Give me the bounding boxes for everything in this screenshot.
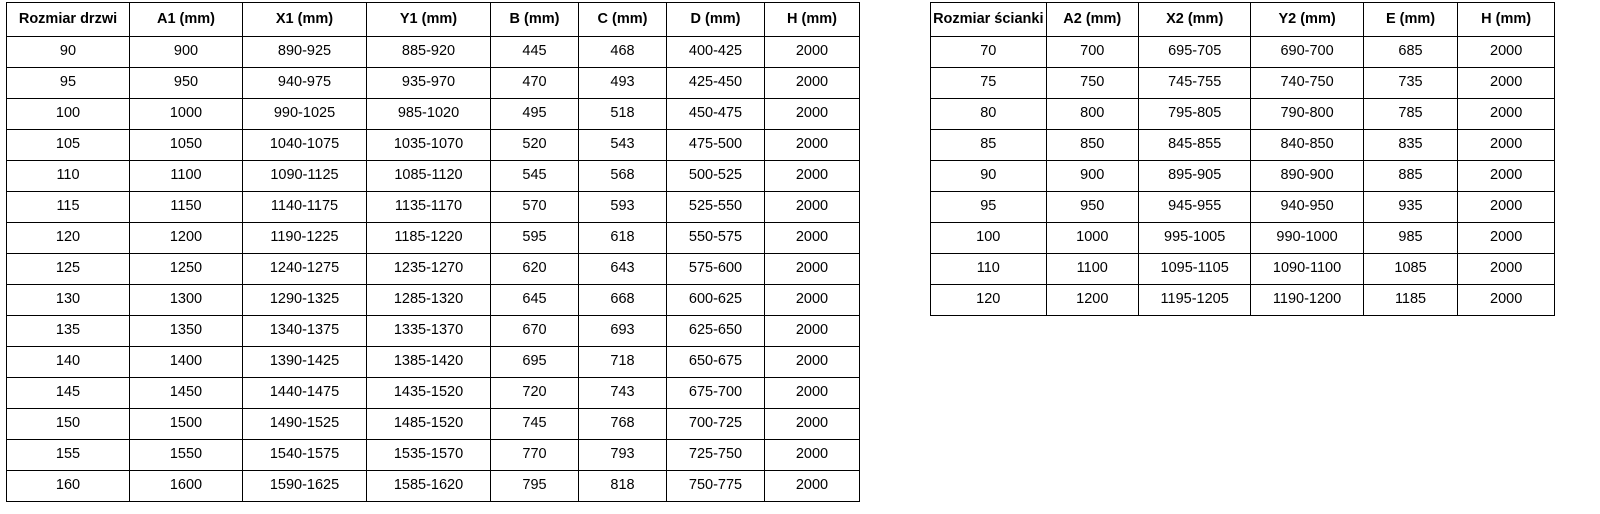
doors-cell: 2000: [765, 316, 860, 347]
doors-cell: 2000: [765, 378, 860, 409]
doors-cell: 890-925: [243, 37, 367, 68]
doors-cell: 595: [491, 223, 579, 254]
doors-cell: 743: [579, 378, 667, 409]
table-row: [931, 285, 1555, 316]
walls-cell: 1195-1205: [1138, 285, 1250, 316]
table-row: [931, 99, 1555, 130]
table-row: [7, 440, 860, 471]
walls-cell: 1200: [1046, 285, 1138, 316]
doors-cell: 90: [7, 37, 130, 68]
doors-dimensions-table: [6, 2, 860, 502]
doors-cell: 425-450: [667, 68, 765, 99]
walls-cell: 2000: [1458, 192, 1555, 223]
doors-table-body: [7, 37, 860, 502]
doors-column-header: X1 (mm): [243, 3, 367, 37]
doors-cell: 593: [579, 192, 667, 223]
doors-cell: 1250: [130, 254, 243, 285]
walls-column-header: X2 (mm): [1138, 3, 1250, 37]
doors-cell: 770: [491, 440, 579, 471]
doors-cell: 990-1025: [243, 99, 367, 130]
doors-cell: 900: [130, 37, 243, 68]
table-row: [7, 99, 860, 130]
doors-cell: 468: [579, 37, 667, 68]
table-row: [931, 254, 1555, 285]
doors-cell: 2000: [765, 440, 860, 471]
walls-cell: 2000: [1458, 68, 1555, 99]
table-row: [931, 223, 1555, 254]
doors-cell: 2000: [765, 99, 860, 130]
doors-cell: 600-625: [667, 285, 765, 316]
doors-cell: 1490-1525: [243, 409, 367, 440]
doors-table-container: [6, 2, 860, 502]
doors-column-header: H (mm): [765, 3, 860, 37]
doors-cell: 1585-1620: [367, 471, 491, 502]
doors-cell: 1350: [130, 316, 243, 347]
walls-cell: 835: [1363, 130, 1458, 161]
doors-cell: 475-500: [667, 130, 765, 161]
walls-cell: 2000: [1458, 37, 1555, 68]
walls-cell: 935: [1363, 192, 1458, 223]
doors-cell: 695: [491, 347, 579, 378]
walls-cell: 900: [1046, 161, 1138, 192]
walls-column-header: E (mm): [1363, 3, 1458, 37]
walls-cell: 1100: [1046, 254, 1138, 285]
table-row: [931, 130, 1555, 161]
doors-cell: 720: [491, 378, 579, 409]
walls-column-header: A2 (mm): [1046, 3, 1138, 37]
table-row: [7, 409, 860, 440]
walls-cell: 2000: [1458, 130, 1555, 161]
table-row: [7, 130, 860, 161]
walls-cell: 1095-1105: [1138, 254, 1250, 285]
walls-cell: 795-805: [1138, 99, 1250, 130]
doors-cell: 160: [7, 471, 130, 502]
doors-cell: 105: [7, 130, 130, 161]
doors-cell: 1435-1520: [367, 378, 491, 409]
doors-cell: 100: [7, 99, 130, 130]
table-row: [931, 37, 1555, 68]
walls-cell: 790-800: [1251, 99, 1363, 130]
doors-cell: 150: [7, 409, 130, 440]
doors-cell: 1200: [130, 223, 243, 254]
walls-cell: 885: [1363, 161, 1458, 192]
doors-cell: 155: [7, 440, 130, 471]
walls-cell: 100: [931, 223, 1047, 254]
doors-cell: 950: [130, 68, 243, 99]
doors-cell: 543: [579, 130, 667, 161]
doors-cell: 1085-1120: [367, 161, 491, 192]
table-header-row: [931, 3, 1555, 37]
doors-cell: 645: [491, 285, 579, 316]
doors-cell: 1290-1325: [243, 285, 367, 316]
doors-cell: 818: [579, 471, 667, 502]
doors-cell: 1390-1425: [243, 347, 367, 378]
doors-cell: 2000: [765, 254, 860, 285]
walls-cell: 2000: [1458, 161, 1555, 192]
doors-cell: 725-750: [667, 440, 765, 471]
walls-cell: 90: [931, 161, 1047, 192]
table-row: [931, 192, 1555, 223]
walls-cell: 120: [931, 285, 1047, 316]
doors-cell: 2000: [765, 285, 860, 316]
doors-cell: 2000: [765, 347, 860, 378]
doors-cell: 675-700: [667, 378, 765, 409]
doors-cell: 115: [7, 192, 130, 223]
doors-cell: 985-1020: [367, 99, 491, 130]
doors-cell: 1185-1220: [367, 223, 491, 254]
walls-cell: 690-700: [1251, 37, 1363, 68]
walls-table-container: [930, 2, 1555, 316]
doors-cell: 2000: [765, 68, 860, 99]
doors-cell: 470: [491, 68, 579, 99]
walls-cell: 1000: [1046, 223, 1138, 254]
doors-cell: 518: [579, 99, 667, 130]
doors-cell: 1150: [130, 192, 243, 223]
doors-cell: 1550: [130, 440, 243, 471]
table-row: [7, 68, 860, 99]
doors-cell: 1240-1275: [243, 254, 367, 285]
doors-cell: 1000: [130, 99, 243, 130]
table-row: [7, 37, 860, 68]
doors-cell: 1235-1270: [367, 254, 491, 285]
doors-cell: 1285-1320: [367, 285, 491, 316]
table-row: [931, 68, 1555, 99]
walls-cell: 75: [931, 68, 1047, 99]
walls-cell: 950: [1046, 192, 1138, 223]
doors-cell: 545: [491, 161, 579, 192]
doors-cell: 940-975: [243, 68, 367, 99]
walls-table-header: [931, 3, 1555, 37]
walls-cell: 80: [931, 99, 1047, 130]
doors-column-header: D (mm): [667, 3, 765, 37]
doors-cell: 2000: [765, 223, 860, 254]
doors-cell: 493: [579, 68, 667, 99]
walls-cell: 85: [931, 130, 1047, 161]
walls-cell: 95: [931, 192, 1047, 223]
doors-cell: 750-775: [667, 471, 765, 502]
doors-cell: 650-675: [667, 347, 765, 378]
doors-cell: 618: [579, 223, 667, 254]
doors-cell: 768: [579, 409, 667, 440]
doors-cell: 2000: [765, 130, 860, 161]
doors-cell: 795: [491, 471, 579, 502]
walls-cell: 110: [931, 254, 1047, 285]
doors-column-header: Rozmiar drzwi: [7, 3, 130, 37]
doors-cell: 718: [579, 347, 667, 378]
doors-cell: 575-600: [667, 254, 765, 285]
walls-cell: 995-1005: [1138, 223, 1250, 254]
doors-cell: 145: [7, 378, 130, 409]
doors-cell: 700-725: [667, 409, 765, 440]
table-row: [7, 347, 860, 378]
doors-cell: 1500: [130, 409, 243, 440]
doors-cell: 125: [7, 254, 130, 285]
doors-cell: 95: [7, 68, 130, 99]
doors-cell: 520: [491, 130, 579, 161]
walls-cell: 945-955: [1138, 192, 1250, 223]
doors-cell: 620: [491, 254, 579, 285]
walls-cell: 70: [931, 37, 1047, 68]
walls-cell: 685: [1363, 37, 1458, 68]
table-header-row: [7, 3, 860, 37]
table-row: [7, 223, 860, 254]
walls-cell: 940-950: [1251, 192, 1363, 223]
doors-cell: 2000: [765, 471, 860, 502]
table-row: [7, 161, 860, 192]
table-row: [7, 316, 860, 347]
doors-cell: 450-475: [667, 99, 765, 130]
table-row: [7, 192, 860, 223]
doors-cell: 745: [491, 409, 579, 440]
doors-cell: 550-575: [667, 223, 765, 254]
walls-cell: 785: [1363, 99, 1458, 130]
doors-cell: 643: [579, 254, 667, 285]
walls-cell: 1185: [1363, 285, 1458, 316]
walls-cell: 695-705: [1138, 37, 1250, 68]
doors-cell: 1450: [130, 378, 243, 409]
doors-cell: 1385-1420: [367, 347, 491, 378]
doors-cell: 130: [7, 285, 130, 316]
doors-cell: 1300: [130, 285, 243, 316]
doors-cell: 1440-1475: [243, 378, 367, 409]
doors-cell: 2000: [765, 37, 860, 68]
walls-dimensions-table: [930, 2, 1555, 316]
doors-cell: 1335-1370: [367, 316, 491, 347]
walls-cell: 740-750: [1251, 68, 1363, 99]
doors-cell: 525-550: [667, 192, 765, 223]
doors-column-header: A1 (mm): [130, 3, 243, 37]
walls-cell: 840-850: [1251, 130, 1363, 161]
doors-cell: 495: [491, 99, 579, 130]
doors-cell: 2000: [765, 409, 860, 440]
doors-cell: 670: [491, 316, 579, 347]
walls-cell: 2000: [1458, 99, 1555, 130]
doors-cell: 1400: [130, 347, 243, 378]
walls-cell: 745-755: [1138, 68, 1250, 99]
doors-cell: 500-525: [667, 161, 765, 192]
doors-cell: 1485-1520: [367, 409, 491, 440]
doors-cell: 568: [579, 161, 667, 192]
doors-cell: 1540-1575: [243, 440, 367, 471]
doors-column-header: B (mm): [491, 3, 579, 37]
walls-cell: 850: [1046, 130, 1138, 161]
doors-cell: 935-970: [367, 68, 491, 99]
doors-cell: 1535-1570: [367, 440, 491, 471]
doors-cell: 1190-1225: [243, 223, 367, 254]
walls-cell: 2000: [1458, 254, 1555, 285]
doors-cell: 120: [7, 223, 130, 254]
walls-cell: 890-900: [1251, 161, 1363, 192]
table-row: [7, 285, 860, 316]
doors-cell: 110: [7, 161, 130, 192]
walls-table-body: [931, 37, 1555, 316]
walls-cell: 2000: [1458, 223, 1555, 254]
doors-cell: 1140-1175: [243, 192, 367, 223]
walls-cell: 800: [1046, 99, 1138, 130]
walls-cell: 750: [1046, 68, 1138, 99]
doors-cell: 400-425: [667, 37, 765, 68]
table-row: [7, 471, 860, 502]
doors-cell: 885-920: [367, 37, 491, 68]
doors-cell: 135: [7, 316, 130, 347]
doors-cell: 140: [7, 347, 130, 378]
walls-cell: 895-905: [1138, 161, 1250, 192]
walls-cell: 985: [1363, 223, 1458, 254]
doors-cell: 1050: [130, 130, 243, 161]
doors-cell: 1135-1170: [367, 192, 491, 223]
walls-cell: 990-1000: [1251, 223, 1363, 254]
walls-column-header: Y2 (mm): [1251, 3, 1363, 37]
doors-cell: 1590-1625: [243, 471, 367, 502]
walls-cell: 2000: [1458, 285, 1555, 316]
doors-cell: 445: [491, 37, 579, 68]
doors-cell: 1100: [130, 161, 243, 192]
doors-cell: 1090-1125: [243, 161, 367, 192]
doors-cell: 668: [579, 285, 667, 316]
doors-cell: 1040-1075: [243, 130, 367, 161]
walls-cell: 845-855: [1138, 130, 1250, 161]
doors-column-header: Y1 (mm): [367, 3, 491, 37]
doors-cell: 2000: [765, 192, 860, 223]
walls-column-header: H (mm): [1458, 3, 1555, 37]
walls-cell: 1090-1100: [1251, 254, 1363, 285]
doors-table-header: [7, 3, 860, 37]
walls-column-header: Rozmiar ścianki: [931, 3, 1047, 37]
walls-cell: 1085: [1363, 254, 1458, 285]
doors-cell: 2000: [765, 161, 860, 192]
table-row: [931, 161, 1555, 192]
doors-cell: 1035-1070: [367, 130, 491, 161]
table-row: [7, 378, 860, 409]
walls-cell: 700: [1046, 37, 1138, 68]
doors-cell: 1600: [130, 471, 243, 502]
doors-cell: 625-650: [667, 316, 765, 347]
doors-cell: 570: [491, 192, 579, 223]
doors-cell: 1340-1375: [243, 316, 367, 347]
table-row: [7, 254, 860, 285]
doors-cell: 693: [579, 316, 667, 347]
walls-cell: 1190-1200: [1251, 285, 1363, 316]
walls-cell: 735: [1363, 68, 1458, 99]
doors-cell: 793: [579, 440, 667, 471]
doors-column-header: C (mm): [579, 3, 667, 37]
